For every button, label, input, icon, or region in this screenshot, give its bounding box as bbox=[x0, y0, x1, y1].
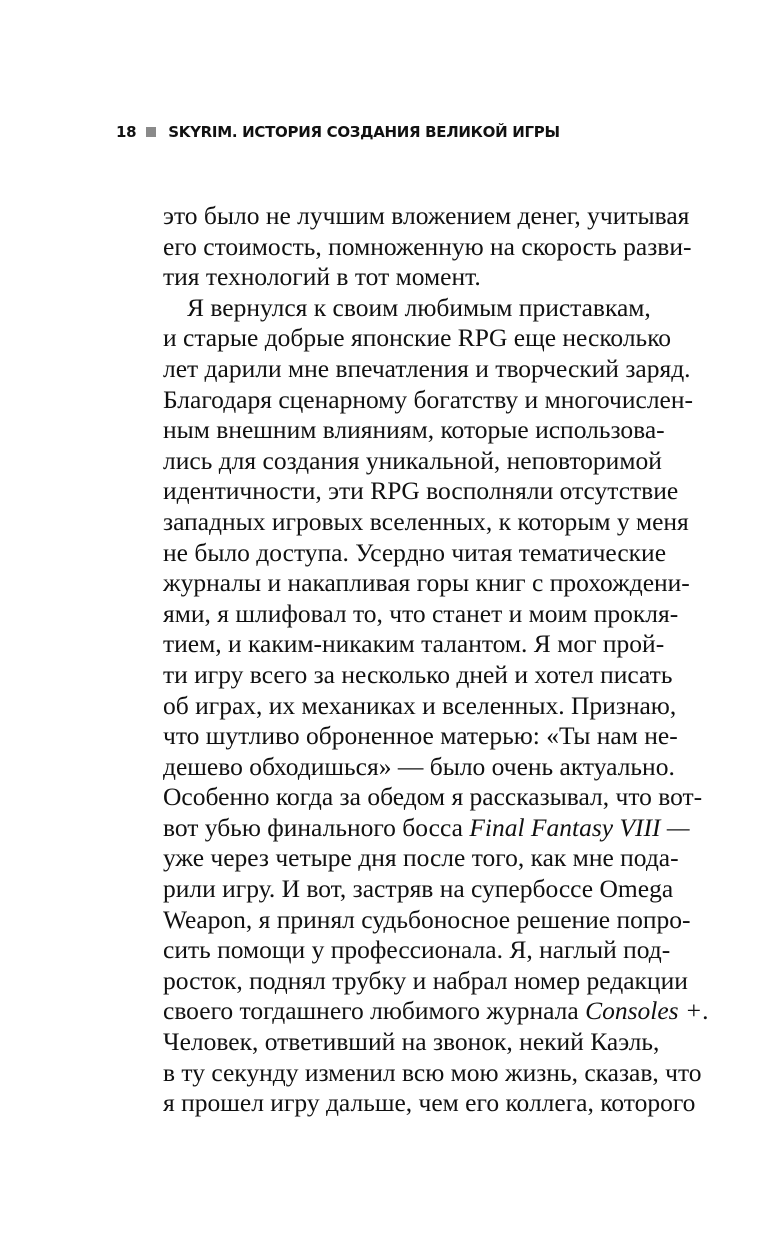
text-line: журналы и накапливая горы книг с прохождени- bbox=[163, 568, 690, 598]
body-text bbox=[163, 201, 709, 1119]
text-line: ти игру всего за несколько дней и хотел писать bbox=[163, 659, 673, 689]
text-line: что шутливо оброненное матерью: «Ты нам не- bbox=[163, 721, 678, 751]
text-line: это было не лучшим вложением денег, учитывая bbox=[163, 201, 690, 230]
text-line: ями, я шлифовал то, что станет и моим прокля- bbox=[163, 598, 679, 628]
text-line: ным внешним влияниям, которые использова- bbox=[163, 415, 665, 445]
text-line: дешево обходишься» — было очень актуально. bbox=[163, 751, 675, 781]
text-line: Я вернулся к своим любимым приставкам, bbox=[187, 292, 651, 322]
text-line: лись для создания уникальной, неповторимой bbox=[163, 445, 662, 475]
text-line: лет дарили мне впечатления и творческий заряд. bbox=[163, 353, 691, 383]
running-title: SKYRIM. ИСТОРИЯ СОЗДАНИЯ ВЕЛИКОЙ ИГРЫ bbox=[168, 123, 560, 141]
text-line: рили игру. И вот, застряв на супербоссе Omega bbox=[163, 874, 674, 904]
page-number: 18 bbox=[116, 123, 137, 141]
text-segment: вот убью финального босса bbox=[163, 812, 470, 842]
text-line: и старые добрые японские RPG еще несколько bbox=[163, 323, 672, 353]
text-line: Человек, ответивший на звонок, некий Каэль, bbox=[163, 1027, 660, 1057]
text-line: росток, поднял трубку и набрал номер редакции bbox=[163, 965, 688, 995]
text-line: Благодаря сценарному богатству и многочислен- bbox=[163, 384, 693, 414]
text-line: его стоимость, помноженную на скорость разви- bbox=[163, 231, 692, 261]
text-line: не было доступа. Усердно читая тематические bbox=[163, 537, 667, 567]
text-segment: своего тогдашнего любимого журнала bbox=[163, 996, 586, 1026]
text-line: об играх, их механиках и вселенных. Признаю, bbox=[163, 690, 677, 720]
text-line: западных игровых вселенных, к которым у меня bbox=[163, 506, 689, 536]
text-line: Weapon, я принял судьбоносное решение попро- bbox=[163, 904, 691, 934]
text-line: идентичности, эти RPG восполняли отсутствие bbox=[163, 476, 679, 506]
text-line bbox=[163, 996, 709, 1027]
text-line: тием, и каким-никаким талантом. Я мог прой- bbox=[163, 629, 665, 659]
text-segment: . bbox=[702, 996, 709, 1026]
magazine-title: Consoles + bbox=[585, 996, 703, 1026]
text-line: в ту секунду изменил всю мою жизнь, сказав, что bbox=[163, 1057, 702, 1087]
text-line: Особенно когда за обедом я рассказывал, что вот- bbox=[163, 782, 703, 812]
text-line: уже через четыре дня после того, как мне пода- bbox=[163, 843, 679, 873]
text-line bbox=[163, 812, 690, 844]
text-line: я прошел игру дальше, чем его коллега, которого bbox=[163, 1088, 696, 1118]
text-line: сить помощи у профессионала. Я, наглый под- bbox=[163, 935, 671, 965]
text-line: тия технологий в тот момент. bbox=[163, 262, 481, 292]
game-title: Final Fantasy VIII — bbox=[469, 812, 690, 842]
separator-square-icon bbox=[146, 127, 156, 137]
running-head bbox=[116, 121, 560, 143]
